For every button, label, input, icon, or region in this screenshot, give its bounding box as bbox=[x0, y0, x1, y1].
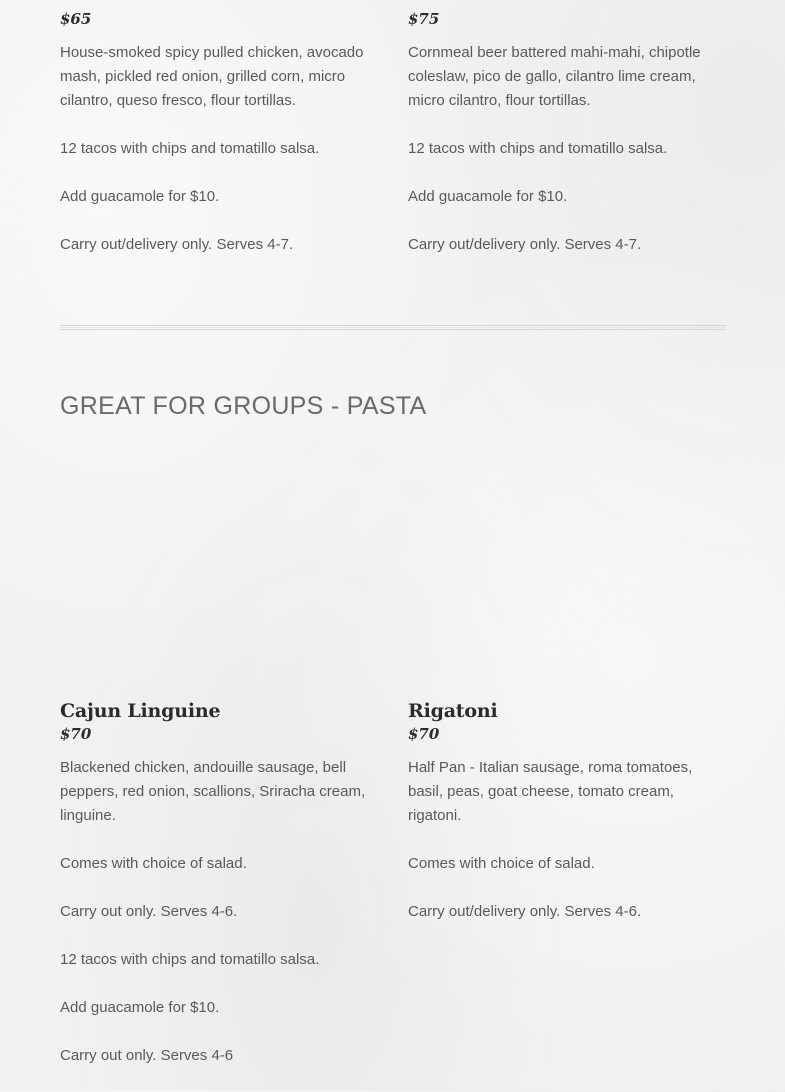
description-paragraph: 12 tacos with chips and tomatillo salsa. bbox=[60, 140, 320, 157]
item-description bbox=[60, 756, 380, 1068]
item-name: Cajun Linguine bbox=[60, 700, 221, 722]
item-description bbox=[408, 756, 728, 924]
description-paragraph: Carry out/delivery only. Serves 4-6. bbox=[408, 903, 642, 920]
menu-item-fish-tacos bbox=[408, 8, 728, 281]
item-price: $65 bbox=[60, 10, 92, 28]
description-paragraph: Comes with choice of salad. bbox=[60, 855, 247, 872]
description-paragraph: 12 tacos with chips and tomatillo salsa. bbox=[60, 951, 320, 968]
description-paragraph: Carry out only. Serves 4-6. bbox=[60, 903, 238, 920]
section-divider bbox=[60, 325, 726, 330]
description-paragraph: Comes with choice of salad. bbox=[408, 855, 595, 872]
item-price: $75 bbox=[408, 10, 440, 28]
description-paragraph: Cornmeal beer battered mahi-mahi, chipotle coleslaw, pico de gallo, cilantro lime cream, micro cilantro, flour tortillas. bbox=[408, 44, 701, 109]
menu-item-chicken-tacos bbox=[60, 8, 380, 281]
description-paragraph: Add guacamole for $10. bbox=[408, 188, 568, 205]
section-title: GREAT FOR GROUPS - PASTA bbox=[60, 392, 427, 420]
description-paragraph: Carry out/delivery only. Serves 4-7. bbox=[408, 236, 642, 253]
description-paragraph: Carry out only. Serves 4-6 bbox=[60, 1047, 234, 1064]
menu-item-rigatoni bbox=[408, 699, 728, 948]
description-paragraph: Half Pan - Italian sausage, roma tomatoes, basil, peas, goat cheese, tomato cream, rigatoni. bbox=[408, 759, 693, 824]
menu-item-cajun-linguine bbox=[60, 699, 380, 1092]
description-paragraph: Blackened chicken, andouille sausage, bell peppers, red onion, scallions, Sriracha cream, linguine. bbox=[60, 759, 366, 824]
description-paragraph: Add guacamole for $10. bbox=[60, 999, 220, 1016]
item-price: $70 bbox=[60, 725, 92, 743]
description-paragraph: 12 tacos with chips and tomatillo salsa. bbox=[408, 140, 668, 157]
item-description bbox=[408, 41, 728, 257]
item-description bbox=[60, 41, 380, 257]
description-paragraph: Carry out/delivery only. Serves 4-7. bbox=[60, 236, 294, 253]
description-paragraph: Add guacamole for $10. bbox=[60, 188, 220, 205]
item-price: $70 bbox=[408, 725, 440, 743]
item-name: Rigatoni bbox=[408, 700, 498, 722]
description-paragraph: House-smoked spicy pulled chicken, avocado mash, pickled red onion, grilled corn, micro cilantro, queso fresco, flour tortillas. bbox=[60, 44, 364, 109]
